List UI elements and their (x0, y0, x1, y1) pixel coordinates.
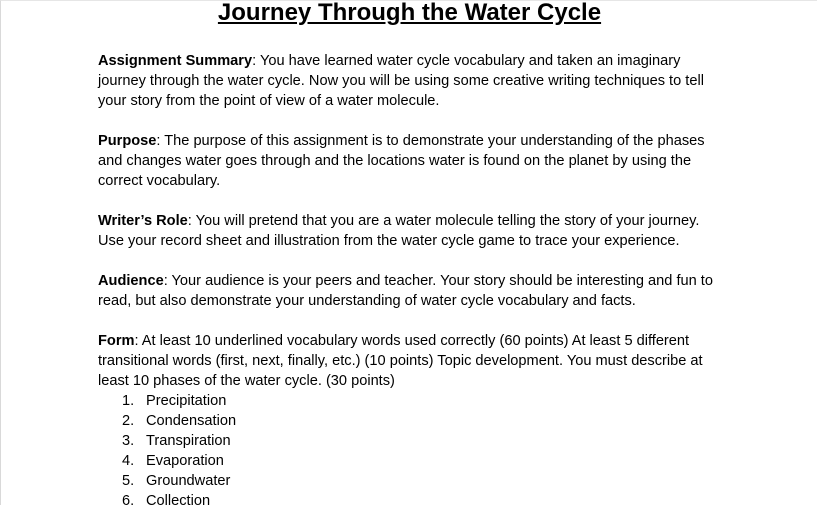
assignment-summary-label: Assignment Summary (98, 53, 253, 69)
assignment-summary-paragraph (98, 51, 723, 111)
list-item-number: 5. (122, 473, 135, 489)
list-item (98, 471, 723, 491)
audience-label: Audience (98, 273, 164, 289)
list-item-label: Precipitation (146, 393, 227, 409)
list-item-label: Condensation (146, 413, 237, 429)
writers-role-label: Writer’s Role (98, 213, 188, 229)
list-item-number: 6. (122, 493, 135, 505)
form-label: Form (98, 333, 135, 349)
form-paragraph (98, 331, 723, 391)
list-item (98, 491, 723, 505)
audience-paragraph (98, 271, 723, 311)
form-text: : At least 10 underlined vocabulary words used correctly (60 points) At least 5 different transitional words (first, next, finally, etc.) (10 points) Topic development. You must describe at least 10 phases of the water cycle. (30 points) (98, 333, 703, 389)
document-title: Journey Through the Water Cycle (217, 0, 602, 26)
list-item (98, 411, 723, 431)
audience-text: : Your audience is your peers and teacher. Your story should be interesting and fun to read, but also demonstrate your understanding of water cycle vocabulary and facts. (98, 273, 713, 309)
list-item (98, 431, 723, 451)
list-item-label: Transpiration (146, 433, 231, 449)
purpose-paragraph (98, 131, 723, 191)
writers-role-text: : You will pretend that you are a water molecule telling the story of your journey. Use your record sheet and illustration from the water cycle game to trace your experience. (98, 213, 700, 249)
list-item-number: 1. (122, 393, 135, 409)
list-item-label: Groundwater (146, 473, 231, 489)
list-item-number: 4. (122, 453, 135, 469)
document-body (98, 51, 723, 505)
writers-role-paragraph (98, 211, 723, 251)
list-item-label: Evaporation (146, 453, 224, 469)
phases-list (98, 391, 723, 505)
list-item-label: Collection (146, 493, 211, 505)
purpose-text: : The purpose of this assignment is to demonstrate your understanding of the phases and changes water goes through and the locations water is found on the planet by using the correct vocabulary. (98, 133, 705, 189)
assignment-summary-text: : You have learned water cycle vocabulary and taken an imaginary journey through the water cycle. Now you will be using some creative writing techniques to tell your story from the point of view of a water molecule. (98, 53, 704, 109)
purpose-label: Purpose (98, 133, 157, 149)
list-item (98, 451, 723, 471)
list-item-number: 3. (122, 433, 135, 449)
list-item-number: 2. (122, 413, 135, 429)
list-item (98, 391, 723, 411)
